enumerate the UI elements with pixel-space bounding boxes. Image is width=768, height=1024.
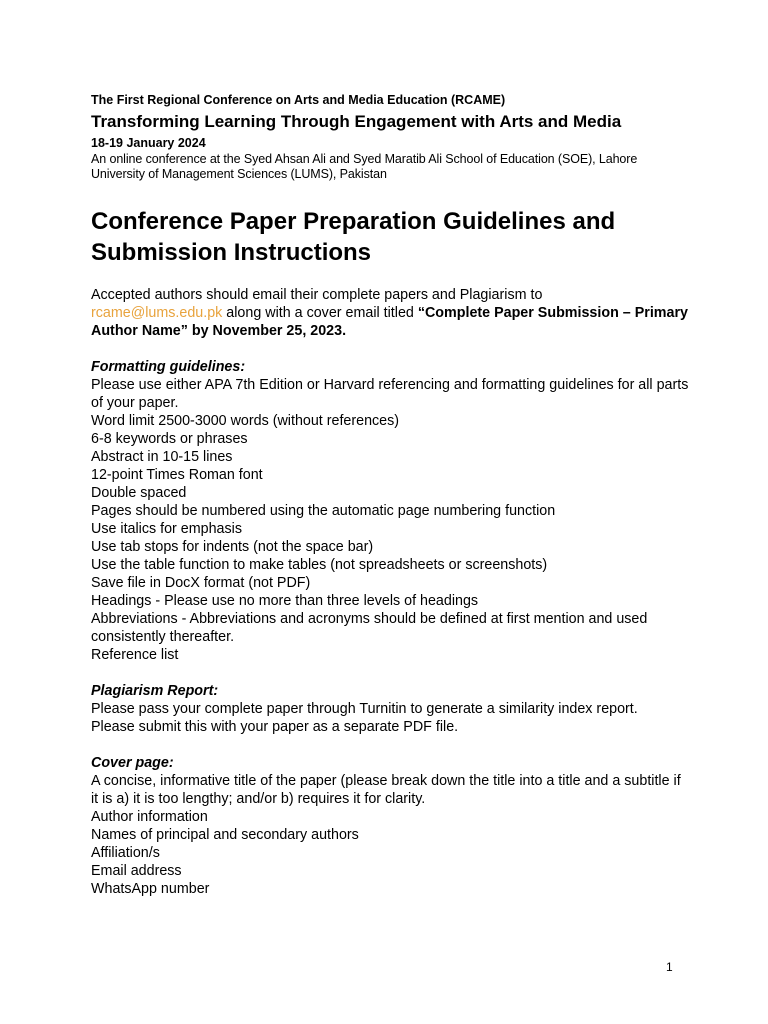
conference-name: The First Regional Conference on Arts and Media Education (RCAME) [91,93,506,107]
formatting-item: Reference list [91,647,179,663]
formatting-item: Double spaced [91,485,187,501]
formatting-heading: Formatting guidelines: [91,359,246,375]
formatting-item: Use the table function to make tables (not spreadsheets or screenshots) [91,557,548,573]
submission-email-link[interactable]: rcame@lums.edu.pk [91,305,223,321]
formatting-item: Please use either APA 7th Edition or Harvard referencing and formatting guidelines for all parts of your paper. [91,377,689,411]
document-title [91,206,691,268]
cover-page-section [91,754,691,898]
intro-text-1: Accepted authors should email their complete papers and Plagiarism to [91,287,543,303]
page-number: 1 [666,960,673,974]
plagiarism-item: Please submit this with your paper as a separate PDF file. [91,719,459,735]
formatting-item: 6-8 keywords or phrases [91,431,248,447]
venue-line-1: An online conference at the Syed Ahsan Ali and Syed Maratib Ali School of Education (SOE), Lahore [91,152,638,166]
cover-page-heading: Cover page: [91,755,174,771]
formatting-item: Pages should be numbered using the automatic page numbering function [91,503,556,519]
cover-page-item: A concise, informative title of the paper (please break down the title into a title and a subtitle if it is a) it is too lengthy; and/or b) requires it for clarity. [91,773,681,807]
formatting-item: Abstract in 10-15 lines [91,449,233,465]
venue-line-2: University of Management Sciences (LUMS), Pakistan [91,167,387,181]
cover-page-item: Author information [91,809,208,825]
formatting-item: Headings - Please use no more than three levels of headings [91,593,479,609]
cover-page-item: WhatsApp number [91,881,210,897]
formatting-item: Save file in DocX format (not PDF) [91,575,311,591]
conference-theme: Transforming Learning Through Engagement with Arts and Media [91,112,622,131]
document-page [91,92,691,898]
formatting-item: Abbreviations - Abbreviations and acronyms should be defined at first mention and used consistently thereafter. [91,611,648,645]
intro-paragraph [91,286,691,340]
cover-page-item: Email address [91,863,182,879]
document-title-line-2: Submission Instructions [91,239,372,266]
plagiarism-item: Please pass your complete paper through Turnitin to generate a similarity index report. [91,701,638,717]
formatting-item: Use tab stops for indents (not the space bar) [91,539,374,555]
cover-page-item: Names of principal and secondary authors [91,827,359,843]
conference-venue [91,152,691,182]
formatting-section [91,358,691,664]
formatting-item: Use italics for emphasis [91,521,242,537]
conference-dates: 18-19 January 2024 [91,136,206,150]
cover-page-item: Affiliation/s [91,845,160,861]
document-title-line-1: Conference Paper Preparation Guidelines and [91,208,616,235]
intro-text-2: along with a cover email titled [222,305,418,321]
email-subject: “Complete Paper Submission – Primary Author Name” by November 25, 2023. [91,305,688,339]
plagiarism-heading: Plagiarism Report: [91,683,219,699]
formatting-item: 12-point Times Roman font [91,467,263,483]
plagiarism-section [91,682,691,736]
formatting-item: Word limit 2500-3000 words (without references) [91,413,400,429]
